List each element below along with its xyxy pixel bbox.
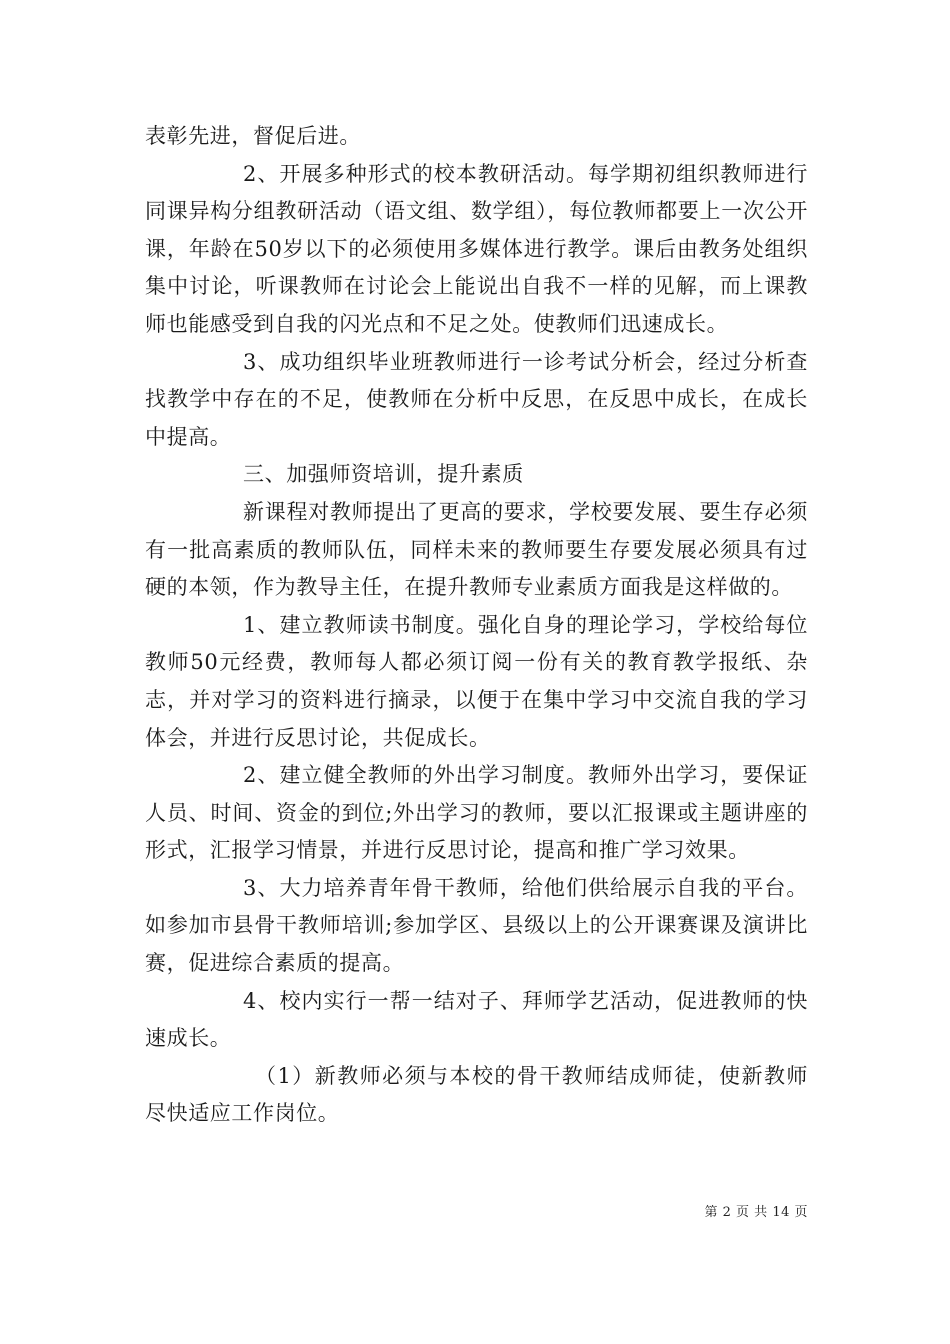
paragraph-item-2-teaching-research: 2、开展多种形式的校本教研活动。每学期初组织教师进行同课异构分组教研活动（语文组、数学组），每位教师都要上一次公开课，年龄在50岁以下的必须使用多媒体进行教学。课后由教务处组织集中讨论，听课教师在讨论会上能说出自我不一样的见解，而上课教师也能感受到自我的闪光点和不足之处。使教师们迅速成长。 — [145, 161, 808, 336]
document-body — [145, 118, 808, 1133]
paragraph-item-3-young-teachers: 3、大力培养青年骨干教师，给他们供给展示自我的平台。如参加市县骨干教师培训;参加学区、县级以上的公开课赛课及演讲比赛，促进综合素质的提高。 — [145, 875, 808, 976]
paragraph-item-1-reading-system: 1、建立教师读书制度。强化自身的理论学习，学校给每位教师50元经费，教师每人都必须订阅一份有关的教育教学报纸、杂志，并对学习的资料进行摘录，以便于在集中学习中交流自我的学习体会，并进行反思讨论，共促成长。 — [145, 612, 808, 750]
page-number-footer: 第 2 页 共 14 页 — [704, 1205, 808, 1220]
paragraph-item-4-mentoring: 4、校内实行一帮一结对子、拜师学艺活动，促进教师的快速成长。 — [145, 988, 808, 1051]
paragraph-new-curriculum: 新课程对教师提出了更高的要求，学校要发展、要生存必须有一批高素质的教师队伍，同样未来的教师要生存要发展必须具有过硬的本领，作为教导主任，在提升教师专业素质方面我是这样做的。 — [145, 499, 808, 600]
section-heading-teacher-training: 三、加强师资培训，提升素质 — [243, 462, 524, 487]
paragraph-item-3-exam-analysis: 3、成功组织毕业班教师进行一诊考试分析会，经过分析查找教学中存在的不足，使教师在分析中反思，在反思中成长，在成长中提高。 — [145, 349, 808, 449]
paragraph-sub-item-1-new-teachers: （1）新教师必须与本校的骨干教师结成师徒，使新教师尽快适应工作岗位。 — [145, 1063, 808, 1126]
paragraph-item-2-external-study: 2、建立健全教师的外出学习制度。教师外出学习，要保证人员、时间、资金的到位;外出学习的教师，要以汇报课或主题讲座的形式，汇报学习情景，并进行反思讨论，提高和推广学习效果。 — [145, 763, 808, 863]
paragraph-continuation: 表彰先进，督促后进。 — [145, 124, 361, 148]
